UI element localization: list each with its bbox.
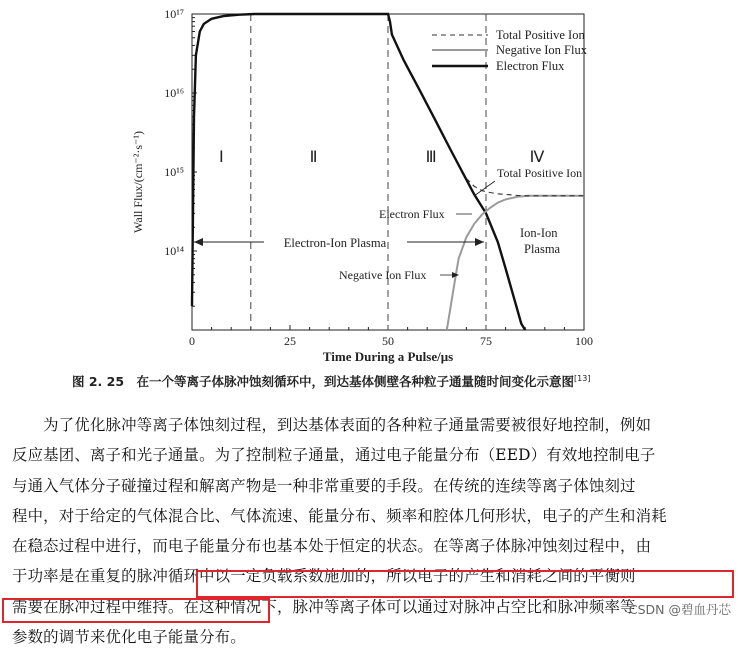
annotation-ion-ion: Ion-Ion <box>520 226 558 240</box>
electron-flux-line <box>192 14 525 330</box>
body-line: 程中，对于给定的气体混合比、气体流速、能量分布、频率和腔体几何形状，电子的产生和消耗 <box>12 506 667 525</box>
y-tick-label: 10¹⁴ <box>164 244 184 258</box>
x-tick-label: 50 <box>382 334 394 348</box>
annotation-negative-ion-flux: Negative Ion Flux <box>339 268 427 282</box>
annotation-electron-ion-plasma: Electron-Ion Plasma <box>283 236 387 250</box>
x-axis-label: Time During a Pulse/μs <box>322 349 454 364</box>
legend-label: Total Positive Ion <box>496 28 585 42</box>
body-line: 为了优化脉冲等离子体蚀刻过程，到达基体表面的各种粒子通量需要被很好地控制，例如 <box>12 416 652 434</box>
phase-label: Ⅲ <box>425 149 437 166</box>
body-line: 反应基团、离子和光子通量。为了控制粒子通量，通过电子能量分布（EED）有效地控制电子 <box>12 446 656 465</box>
body-line: 需要在脉冲过程中维持。在这种情况下，脉冲等离子体可以通过对脉冲占空比和脉冲频率等 <box>12 597 636 616</box>
watermark: CSDN @碧血丹芯 <box>628 602 731 617</box>
legend-label: Electron Flux <box>496 59 565 73</box>
total-positive-ion-line <box>466 178 584 195</box>
body-paragraph <box>12 410 734 652</box>
y-tick-label: 10¹⁵ <box>164 165 184 179</box>
annotation-leader-line <box>474 181 495 196</box>
annotation-plasma: Plasma <box>524 242 561 256</box>
phase-label: Ⅱ <box>309 149 318 166</box>
annotation-electron-flux: Electron Flux <box>379 207 445 221</box>
annotation-total-positive-ion: Total Positive Ion <box>497 166 583 180</box>
phase-divider-lines <box>251 14 486 330</box>
x-tick-label: 75 <box>480 334 492 348</box>
y-tick-label: 10¹⁶ <box>164 86 184 100</box>
legend <box>432 28 588 73</box>
y-tick-label: 10¹⁷ <box>164 7 184 21</box>
negative-ion-flux-line <box>447 196 584 330</box>
caption-reference: [13] <box>574 373 591 383</box>
body-line: 于功率是在重复的脉冲循环中以一定负载系数施加的，所以电子的产生和消耗之间的平衡则 <box>12 567 636 586</box>
figure-caption <box>72 372 712 390</box>
phase-label: Ⅳ <box>529 149 545 166</box>
body-line: 与通入气体分子碰撞过程和解离产物是一种非常重要的手段。在传统的连续等离子体蚀刻过 <box>12 476 636 495</box>
x-tick-label: 25 <box>284 334 296 348</box>
arrow-head-left <box>194 238 203 246</box>
y-axis-label: Wall Flux/(cm⁻²·s⁻¹) <box>131 131 145 233</box>
body-line: 在稳态过程中进行，而电子能量分布也基本处于恒定的状态。在等离子体脉冲蚀刻过程中，由 <box>12 537 652 556</box>
legend-label: Negative Ion Flux <box>496 43 587 57</box>
body-line: 参数的调节来优化电子能量分布。 <box>12 628 246 647</box>
x-tick-label: 0 <box>189 334 195 348</box>
caption-text: 图 2. 25 在一个等离子体脉冲蚀刻循环中，到达基体侧壁各种粒子通量随时间变化示意图 <box>72 374 575 389</box>
chart-labels <box>194 149 582 282</box>
x-tick-label: 100 <box>575 334 593 348</box>
phase-label: Ⅰ <box>219 149 224 166</box>
arrow-head-right <box>475 238 484 246</box>
